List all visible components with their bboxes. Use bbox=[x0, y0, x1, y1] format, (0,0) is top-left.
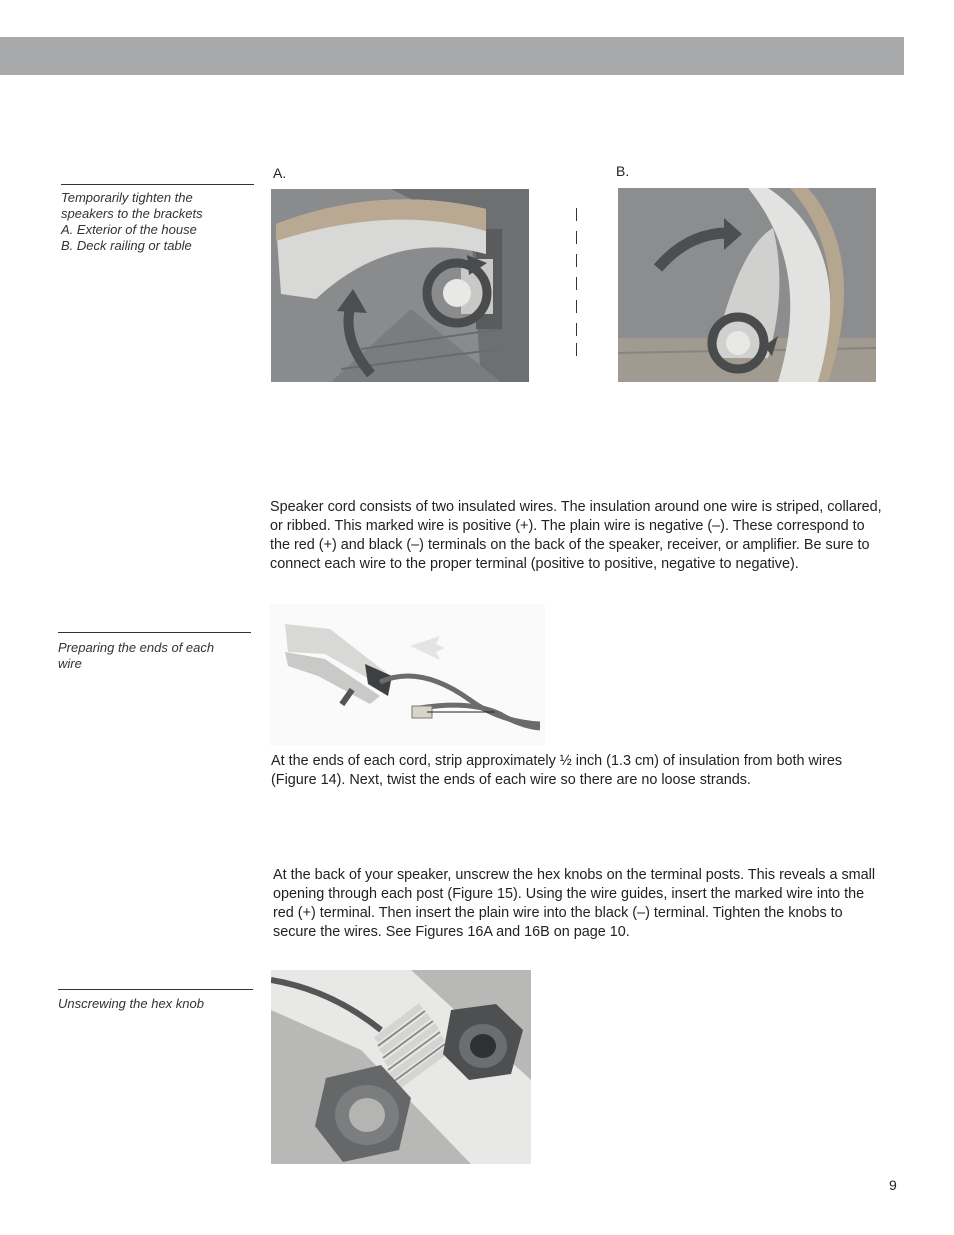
figure-b-deck-railing bbox=[618, 188, 876, 382]
caption-rule bbox=[58, 989, 253, 990]
caption-line: B. Deck railing or table bbox=[61, 238, 192, 253]
separator-tick bbox=[576, 254, 577, 267]
figure-caption-hex-knob: Unscrewing the hex knob bbox=[58, 996, 204, 1011]
figure-a-exterior-house bbox=[271, 189, 529, 382]
separator-tick bbox=[576, 208, 577, 221]
caption-rule bbox=[58, 632, 251, 633]
figure-caption-brackets bbox=[61, 190, 203, 254]
caption-line: Temporarily tighten the bbox=[61, 190, 193, 205]
figure-15-hex-knob bbox=[271, 970, 531, 1164]
figure-label-a: A. bbox=[273, 165, 287, 181]
figure-label-b: B. bbox=[616, 163, 630, 179]
terminal-posts-paragraph: At the back of your speaker, unscrew the hex knobs on the terminal posts. This reveals a small opening through each post (Figure 15). Using the wire guides, insert the marked wire into the red (+) terminal. Then insert the plain wire into the black (–) terminal. Tighten the knobs to secure the wires. See Figures 16A and 16B on page 10. bbox=[273, 867, 876, 940]
speaker-cord-paragraph: Speaker cord consists of two insulated wires. The insulation around one wire is striped, collared, or ribbed. This marked wire is positive (+). The plain wire is negative (–). These correspond to the red (+) and black (–) terminals on the back of the speaker, receiver, or amplifier. Be sure to connect each wire to the proper terminal (positive to positive, negative to negative). bbox=[270, 499, 882, 572]
header-bar bbox=[0, 37, 904, 75]
separator-tick bbox=[576, 277, 577, 290]
figure-14-wire-stripping bbox=[270, 604, 545, 745]
caption-line: A. Exterior of the house bbox=[61, 222, 197, 237]
separator-tick bbox=[576, 231, 577, 244]
separator-tick bbox=[576, 323, 577, 336]
separator-tick bbox=[576, 343, 577, 356]
separator-tick bbox=[576, 300, 577, 313]
caption-rule bbox=[61, 184, 254, 185]
strip-insulation-paragraph: At the ends of each cord, strip approximately ½ inch (1.3 cm) of insulation from both wires (Figure 14). Next, twist the ends of each wire so there are no loose strands. bbox=[271, 753, 843, 788]
page-number: 9 bbox=[889, 1177, 897, 1193]
figure-caption-wire-ends: Preparing the ends of each wire bbox=[58, 640, 215, 671]
caption-line: speakers to the brackets bbox=[61, 206, 203, 221]
